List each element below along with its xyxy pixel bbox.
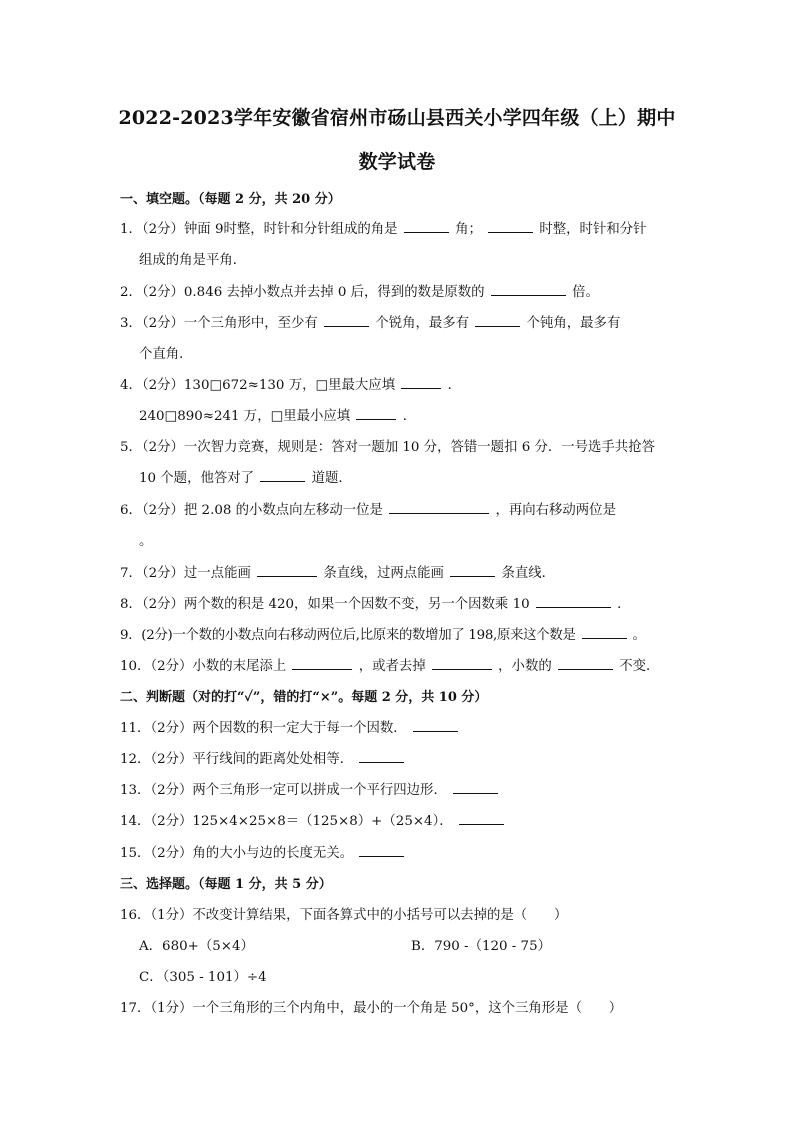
q5-blank[interactable] [260, 468, 305, 482]
q8-text-a: 8．（2分）两个数的积是 420，如果一个因数不变，另一个因数乘 10 [120, 597, 530, 612]
q1-blank-2[interactable] [488, 219, 533, 233]
q3-blank-1[interactable] [324, 313, 369, 327]
q7-text-b: 条直线，过两点能画 [323, 566, 444, 581]
question-8 [120, 593, 631, 612]
q12-text: 12．（2分）平行线间的距离处处相等． [120, 752, 354, 767]
question-1 [120, 218, 647, 237]
q6-blank[interactable] [389, 500, 489, 514]
q4-blank-1[interactable] [401, 375, 441, 389]
q4-text-b: ． [447, 378, 462, 393]
q3-blank-2[interactable] [475, 313, 520, 327]
q3-text-a: 3．（2分）一个三角形中，至少有 [120, 316, 318, 331]
q3-continuation: 个直角． [139, 347, 193, 362]
q1-text-a: 1．（2分）钟面 9时整，时针和分针组成的角是 [120, 222, 398, 237]
q4-text-d: ． [402, 409, 417, 424]
q7-text-a: 7．（2分）过一点能画 [120, 566, 251, 581]
question-13 [120, 779, 500, 798]
q14-text: 14．（2分）125×4×25×8＝（125×8）+（25×4）． [120, 814, 453, 829]
q13-blank[interactable] [453, 780, 498, 794]
question-4 [120, 374, 461, 393]
q2-blank[interactable] [491, 282, 566, 296]
q11-text: 11．（2分）两个因数的积一定大于每一个因数． [120, 721, 407, 736]
exam-title-line1: 2022-2023学年安徽省宿州市砀山县西关小学四年级（上）期中 [118, 107, 676, 129]
q7-blank-1[interactable] [257, 563, 317, 577]
q1-continuation: 组成的角是平角． [139, 253, 247, 268]
question-15 [120, 842, 406, 861]
q10-blank-3[interactable] [558, 656, 613, 670]
section-true-false-heading: 二、判断题（对的打“✓”，错的打“×”。每题 2 分，共 10 分） [120, 690, 488, 705]
section-fill-blank-heading: 一、填空题。（每题 2 分，共 20 分） [120, 192, 341, 207]
question-2 [120, 281, 599, 300]
question-7 [120, 562, 555, 581]
q10-text-b: ，或者去掉 [358, 659, 426, 674]
q6-text-a: 6．（2分）把 2.08 的小数点向左移动一位是 [120, 503, 383, 518]
q12-blank[interactable] [359, 749, 404, 763]
q7-text-c: 条直线． [501, 566, 555, 581]
q8-text-b: ． [617, 597, 631, 612]
q10-text-d: 不变． [619, 659, 660, 674]
question-4-line2 [139, 405, 416, 424]
q11-blank[interactable] [413, 718, 458, 732]
q1-text-b: 角； [455, 222, 482, 237]
q3-text-b: 个锐角，最多有 [375, 316, 470, 331]
q4-text-c: 240□890≈241 万，□里最小应填 [139, 409, 351, 424]
q6-continuation: 。 [139, 534, 153, 549]
q5-text-b: 10 个题，他答对了 [139, 471, 255, 486]
question-12 [120, 748, 406, 767]
q13-text: 13．（2分）两个三角形一定可以拼成一个平行四边形． [120, 783, 447, 798]
q1-blank-1[interactable] [404, 219, 449, 233]
question-14 [120, 810, 506, 829]
q15-text: 15．（2分）角的大小与边的长度无关。 [120, 846, 354, 861]
question-16: 16．（1分）不改变计算结果，下面各算式中的小括号可以去掉的是（ ） [120, 908, 568, 923]
question-17: 17．（1分）一个三角形的三个内角中，最小的一个角是 50°，这个三角形是（ ） [120, 1001, 623, 1016]
question-9 [120, 624, 646, 643]
question-5-line2 [139, 467, 352, 486]
question-11 [120, 717, 460, 736]
q9-blank[interactable] [582, 625, 627, 639]
question-6 [120, 499, 616, 518]
q16-option-b[interactable]: B．790 -（120 - 75） [411, 939, 551, 954]
q4-blank-2[interactable] [356, 406, 396, 420]
q6-text-b: ，再向右移动两位是 [495, 503, 616, 518]
q9-text-a: 9．(2分)一个数的小数点向右移动两位后,比原来的数增加了 198,原来这个数是 [120, 628, 576, 643]
q1-text-c: 时整，时针和分针 [539, 222, 647, 237]
q9-text-b: 。 [632, 628, 646, 643]
q10-text-a: 10．（2分）小数的末尾添上 [120, 659, 287, 674]
q10-blank-1[interactable] [292, 656, 352, 670]
section-choice-heading: 三、选择题。（每题 1 分，共 5 分） [120, 877, 332, 892]
question-10 [120, 655, 659, 674]
q5-text-c: 道题． [311, 471, 352, 486]
q7-blank-2[interactable] [450, 563, 495, 577]
q16-option-a[interactable]: A．680+（5×4） [139, 939, 254, 954]
q4-text-a: 4．（2分）130□672≈130 万，□里最大应填 [120, 378, 396, 393]
q16-option-c[interactable]: C．（305 - 101）÷4 [139, 970, 267, 985]
q2-text-a: 2．（2分）0.846 去掉小数点并去掉 0 后，得到的数是原数的 [120, 285, 485, 300]
q3-text-c: 个钝角，最多有 [526, 316, 621, 331]
q2-text-b: 倍。 [572, 285, 599, 300]
question-5: 5．（2分）一次智力竞赛，规则是：答对一题加 10 分，答错一题扣 6 分．一号选手共抢答 [120, 440, 655, 455]
q10-blank-2[interactable] [432, 656, 492, 670]
q10-text-c: ，小数的 [498, 659, 552, 674]
q14-blank[interactable] [459, 811, 504, 825]
question-3 [120, 312, 620, 331]
exam-title-line2: 数学试卷 [358, 151, 436, 173]
q15-blank[interactable] [359, 843, 404, 857]
q8-blank[interactable] [536, 594, 611, 608]
